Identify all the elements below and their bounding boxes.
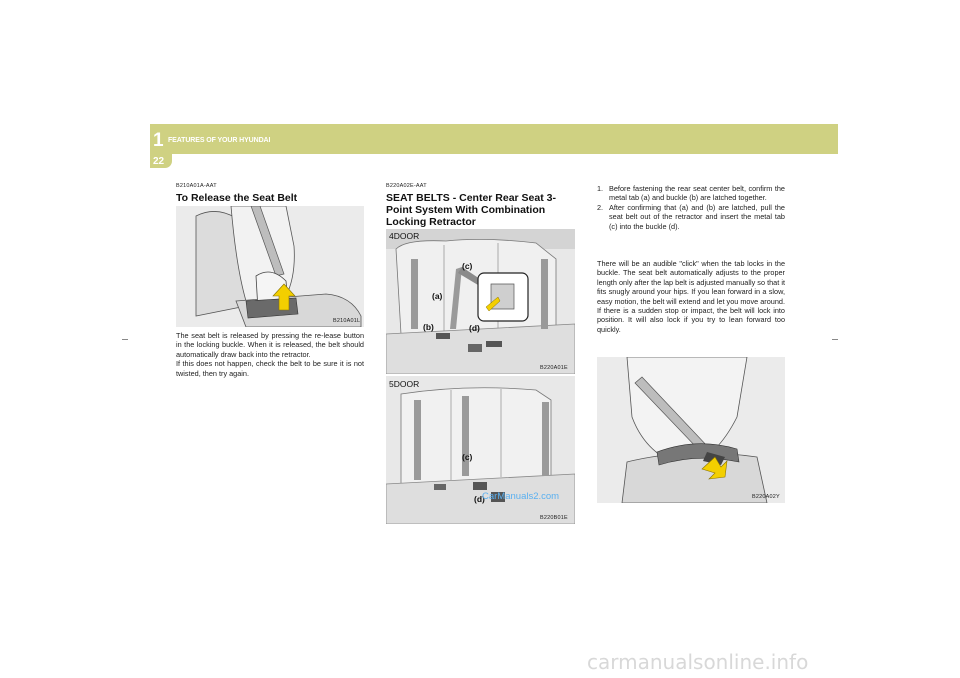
rear-seat-4door-illustration (386, 229, 575, 374)
crop-mark-left (122, 339, 128, 340)
step-number: 1. (597, 184, 604, 193)
callout-a: (a) (432, 291, 443, 301)
step-text: Before fastening the rear seat center belt, confirm the metal tab (a) and buckle (b) are latched together. (609, 184, 785, 203)
callout-d: (d) (474, 494, 485, 504)
callout-c: (c) (462, 452, 473, 462)
lean-forward-illustration (597, 357, 785, 503)
watermark: CarManuals2.com (482, 491, 560, 502)
figure-code: B210A01L (333, 318, 361, 324)
section-code: B210A01A-AAT (176, 183, 217, 189)
section-heading: SEAT BELTS - Center Rear Seat 3-Point System With Combination Locking Retractor (386, 192, 556, 228)
figure-label-4door: 4DOOR (389, 231, 420, 241)
release-belt-illustration (176, 206, 364, 327)
chapter-number: 1 (153, 130, 164, 151)
figure-code: B220A01E (540, 365, 568, 371)
footer-site: carmanualsonline.info (587, 650, 809, 674)
step-item (597, 184, 785, 203)
chapter-title: FEATURES OF YOUR HYUNDAI (168, 137, 271, 144)
section-heading: To Release the Seat Belt (176, 192, 298, 204)
step-number: 2. (597, 202, 604, 212)
crop-mark-right (832, 339, 838, 340)
callout-c: (c) (462, 261, 473, 271)
body-paragraph: There will be an audible "click" when the tab locks in the buckle. The seat belt automatically adjusts to the proper length only after the lap belt is adjusted manually so that it fits snugly around your hips. If you lean forward in a slow, easy motion, the belt will extend and let you move around. If there is a sudden stop or impact, the belt will lock into position. It will also lock if you try to lean forward too quickly. (597, 259, 785, 334)
section-code: B220A02E-AAT (386, 183, 427, 189)
figure-code: B220A02Y (752, 494, 780, 500)
figure-code: B220B01E (540, 515, 568, 521)
callout-b: (b) (423, 322, 434, 332)
callout-d: (d) (469, 323, 480, 333)
steps-list (597, 184, 785, 231)
step-text: After confirming that (a) and (b) are latched, pull the seat belt out of the retractor and insert the metal tab (c) into the buckle (d). (609, 202, 785, 231)
body-paragraph: The seat belt is released by pressing the re-lease button in the locking buckle. When it is released, the belt should automatically draw back into the retractor. If this does not happen, check the belt to be sure it is not twisted, then try again. (176, 331, 364, 378)
figure-label-5door: 5DOOR (389, 379, 420, 389)
step-item (597, 203, 785, 231)
page-number: 22 (153, 156, 165, 167)
